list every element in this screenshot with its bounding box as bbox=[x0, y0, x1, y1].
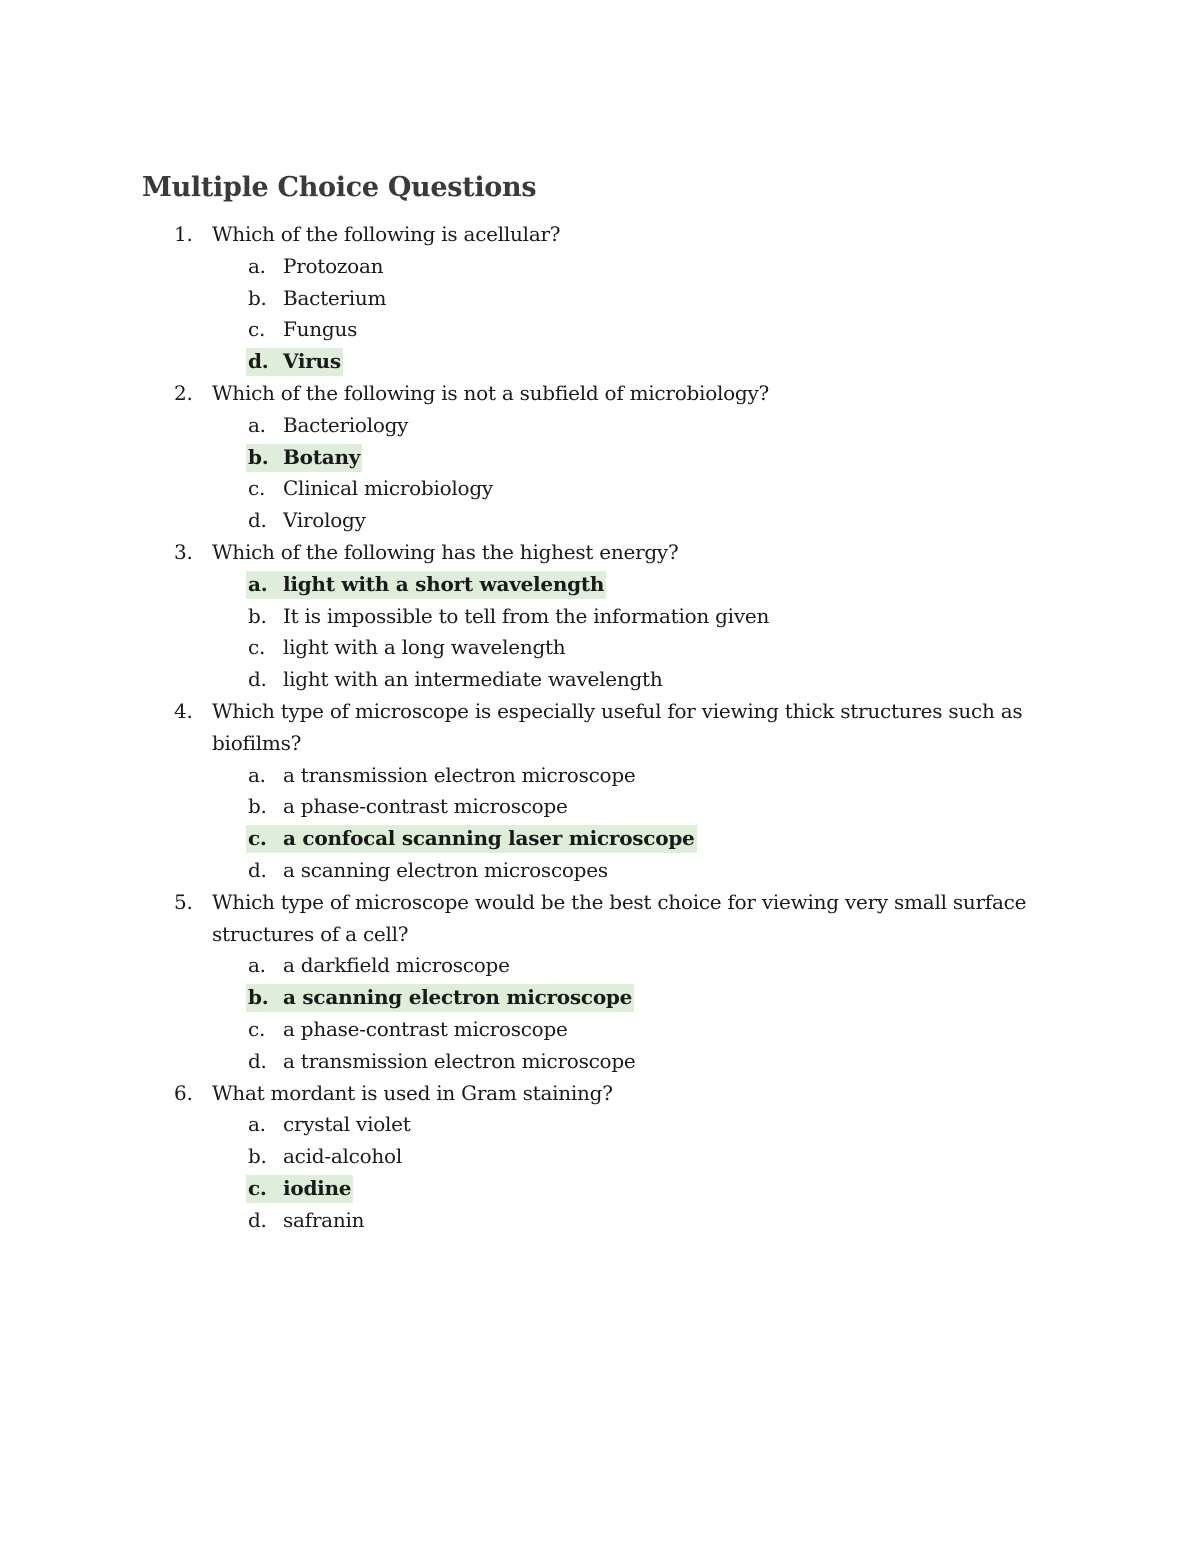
answer-option bbox=[0, 632, 1200, 664]
answer-option bbox=[0, 1014, 1200, 1046]
answer-letter: b. bbox=[248, 985, 269, 1010]
question-line bbox=[0, 219, 1200, 251]
question-line bbox=[0, 537, 1200, 569]
answer-letter: d. bbox=[248, 508, 267, 533]
answer-text: Clinical microbiology bbox=[283, 476, 493, 501]
question-number: 4. bbox=[174, 698, 193, 723]
question-text: Which type of microscope is especially useful for viewing thick structures such as bbox=[212, 698, 1023, 723]
answer-text: safranin bbox=[283, 1207, 365, 1232]
answer-letter: b. bbox=[248, 794, 267, 819]
answer-option-correct bbox=[0, 1173, 1200, 1205]
answer-letter: b. bbox=[248, 444, 269, 469]
answer-text: It is impossible to tell from the information given bbox=[283, 603, 770, 628]
answer-text: Virology bbox=[283, 508, 366, 533]
answer-text: Bacterium bbox=[283, 285, 387, 310]
answer-option bbox=[0, 505, 1200, 537]
answer-letter: a. bbox=[248, 412, 266, 437]
question-line bbox=[0, 1078, 1200, 1110]
answer-option-correct bbox=[0, 982, 1200, 1014]
answer-letter: a. bbox=[248, 253, 266, 278]
answer-letter: c. bbox=[248, 635, 266, 660]
question-number: 5. bbox=[174, 889, 193, 914]
answer-letter: c. bbox=[248, 317, 266, 342]
answer-option bbox=[0, 283, 1200, 315]
answer-text: iodine bbox=[283, 1175, 352, 1200]
answer-option bbox=[0, 664, 1200, 696]
answer-option-correct bbox=[0, 346, 1200, 378]
answer-letter: a. bbox=[248, 953, 266, 978]
question-line-continued bbox=[0, 728, 1200, 760]
answer-letter: d. bbox=[248, 857, 267, 882]
answer-option bbox=[0, 251, 1200, 283]
question-text: Which of the following is acellular? bbox=[212, 222, 561, 246]
answer-option bbox=[0, 314, 1200, 346]
answer-letter: c. bbox=[248, 826, 267, 851]
answer-text: Bacteriology bbox=[283, 412, 409, 437]
question-line bbox=[0, 887, 1200, 919]
answer-text: Virus bbox=[283, 349, 341, 374]
answer-option bbox=[0, 760, 1200, 792]
page-title: Multiple Choice Questions bbox=[142, 172, 537, 203]
answer-letter: d. bbox=[248, 667, 267, 692]
answer-text: a scanning electron microscope bbox=[283, 985, 633, 1010]
answer-text: a darkfield microscope bbox=[283, 953, 510, 978]
answer-text: a phase-contrast microscope bbox=[283, 794, 568, 819]
answer-letter: b. bbox=[248, 603, 267, 628]
question-number: 1. bbox=[174, 222, 193, 246]
answer-letter: c. bbox=[248, 1175, 267, 1200]
answer-text: a confocal scanning laser microscope bbox=[283, 826, 695, 851]
question-number: 2. bbox=[174, 380, 193, 405]
answer-text: a transmission electron microscope bbox=[283, 1048, 636, 1073]
answer-option-correct bbox=[0, 442, 1200, 474]
answer-letter: d. bbox=[248, 1207, 267, 1232]
answer-text: light with an intermediate wavelength bbox=[283, 667, 663, 692]
question-number: 3. bbox=[174, 539, 193, 564]
question-line bbox=[0, 696, 1200, 728]
answer-text: a transmission electron microscope bbox=[283, 762, 636, 787]
answer-text: Botany bbox=[283, 444, 361, 469]
answer-option bbox=[0, 855, 1200, 887]
answer-option-correct bbox=[0, 823, 1200, 855]
answer-text: Protozoan bbox=[283, 253, 384, 278]
question-text: Which of the following is not a subfield of microbiology? bbox=[212, 380, 769, 405]
question-text: Which of the following has the highest energy? bbox=[212, 539, 679, 564]
answer-letter: a. bbox=[248, 762, 266, 787]
answer-option bbox=[0, 791, 1200, 823]
answer-text: acid-alcohol bbox=[283, 1144, 402, 1169]
answer-option bbox=[0, 1046, 1200, 1078]
answer-letter: c. bbox=[248, 476, 266, 501]
answer-option bbox=[0, 950, 1200, 982]
question-text: What mordant is used in Gram staining? bbox=[212, 1080, 613, 1105]
answer-letter: d. bbox=[248, 349, 269, 374]
answer-text: a scanning electron microscopes bbox=[283, 857, 608, 882]
answer-text: crystal violet bbox=[283, 1112, 411, 1137]
answer-option bbox=[0, 473, 1200, 505]
answer-option bbox=[0, 601, 1200, 633]
question-text: Which type of microscope would be the best choice for viewing very small surface bbox=[212, 889, 1027, 914]
question-text: biofilms? bbox=[212, 730, 302, 755]
answer-letter: d. bbox=[248, 1048, 267, 1073]
answer-text: light with a short wavelength bbox=[283, 571, 605, 596]
answer-text: a phase-contrast microscope bbox=[283, 1016, 568, 1041]
answer-option bbox=[0, 1205, 1200, 1237]
answer-letter: a. bbox=[248, 571, 268, 596]
answer-option-correct bbox=[0, 569, 1200, 601]
answer-option bbox=[0, 1141, 1200, 1173]
answer-option bbox=[0, 410, 1200, 442]
question-line-continued bbox=[0, 919, 1200, 951]
question-line bbox=[0, 378, 1200, 410]
answer-letter: a. bbox=[248, 1112, 266, 1137]
answer-letter: c. bbox=[248, 1016, 266, 1041]
answer-letter: b. bbox=[248, 285, 267, 310]
answer-option bbox=[0, 1109, 1200, 1141]
question-number: 6. bbox=[174, 1080, 193, 1105]
question-text: structures of a cell? bbox=[212, 921, 409, 946]
answer-text: light with a long wavelength bbox=[283, 635, 566, 660]
question-list bbox=[0, 219, 1200, 1237]
answer-text: Fungus bbox=[283, 317, 358, 342]
answer-letter: b. bbox=[248, 1144, 267, 1169]
